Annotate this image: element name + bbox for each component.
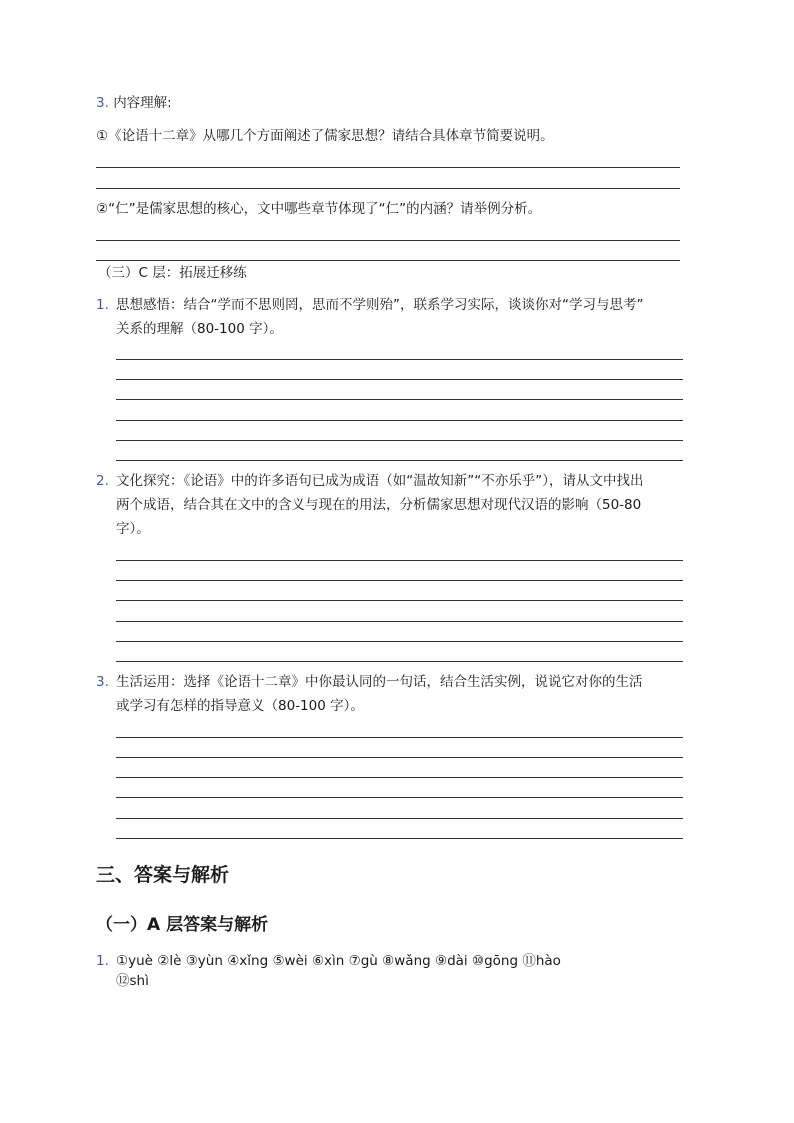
- answer-line[interactable]: [96, 188, 680, 189]
- answer-1-line-2: ⑫shì: [116, 973, 149, 989]
- answer-line[interactable]: [116, 757, 683, 758]
- answer-number: 1.: [96, 953, 109, 969]
- answer-line[interactable]: [116, 661, 683, 662]
- answer-line[interactable]: [96, 167, 680, 168]
- c1-text-line-1: 思想感悟：结合“学而不思则罔，思而不学则殆”，联系学习实际，谈谈你对“学习与思考”: [116, 297, 644, 313]
- sub-question-1: ①《论语十二章》从哪几个方面阐述了儒家思想？请结合具体章节简要说明。: [96, 128, 554, 144]
- c1-text-line-2: 关系的理解（80-100 字）。: [116, 321, 283, 337]
- question-title: 内容理解:: [113, 95, 172, 111]
- answers-subtitle: （一）A 层答案与解析: [96, 915, 269, 935]
- sub-question-2: ②“仁”是儒家思想的核心，文中哪些章节体现了“仁”的内涵？请举例分析。: [96, 201, 542, 217]
- question-number: 2.: [96, 473, 109, 489]
- answer-line[interactable]: [116, 440, 683, 441]
- c3-text-line-2: 或学习有怎样的指导意义（80-100 字）。: [116, 698, 364, 714]
- c2-text-line-3: 字）。: [116, 521, 150, 537]
- question-number: 3.: [96, 674, 109, 690]
- answer-line[interactable]: [116, 560, 683, 561]
- c2-text-line-2: 两个成语，结合其在文中的含义与现在的用法，分析儒家思想对现代汉语的影响（50-80: [116, 497, 642, 513]
- answer-line[interactable]: [116, 580, 683, 581]
- question-number: 1.: [96, 297, 109, 313]
- section-c-heading: （三）C 层：拓展迁移练: [98, 265, 247, 281]
- answer-line[interactable]: [116, 359, 683, 360]
- answer-line[interactable]: [116, 737, 683, 738]
- answers-title: 三、答案与解析: [96, 864, 230, 886]
- answer-line[interactable]: [116, 641, 683, 642]
- answer-line[interactable]: [116, 818, 683, 819]
- answer-line[interactable]: [116, 460, 683, 461]
- answer-line[interactable]: [96, 260, 680, 261]
- answer-1-line-1: ①yuè ②lè ③yùn ④xǐng ⑤wèi ⑥xìn ⑦gù ⑧wǎng ⑨dài ⑩gōng ⑪hào: [116, 953, 561, 969]
- question-number: 3.: [96, 95, 109, 111]
- c2-text-line-1: 文化探究：《论语》中的许多语句已成为成语（如“温故知新”“不亦乐乎”），请从文中找出: [116, 473, 644, 489]
- answer-line[interactable]: [96, 240, 680, 241]
- question-3-heading: [96, 92, 172, 114]
- answer-line[interactable]: [116, 838, 683, 839]
- c3-text-line-1: 生活运用：选择《论语十二章》中你最认同的一句话，结合生活实例，说说它对你的生活: [116, 674, 643, 690]
- answer-line[interactable]: [116, 420, 683, 421]
- answer-line[interactable]: [116, 777, 683, 778]
- answer-line[interactable]: [116, 600, 683, 601]
- answer-line[interactable]: [116, 621, 683, 622]
- answer-line[interactable]: [116, 399, 683, 400]
- answer-line[interactable]: [116, 797, 683, 798]
- answer-line[interactable]: [116, 379, 683, 380]
